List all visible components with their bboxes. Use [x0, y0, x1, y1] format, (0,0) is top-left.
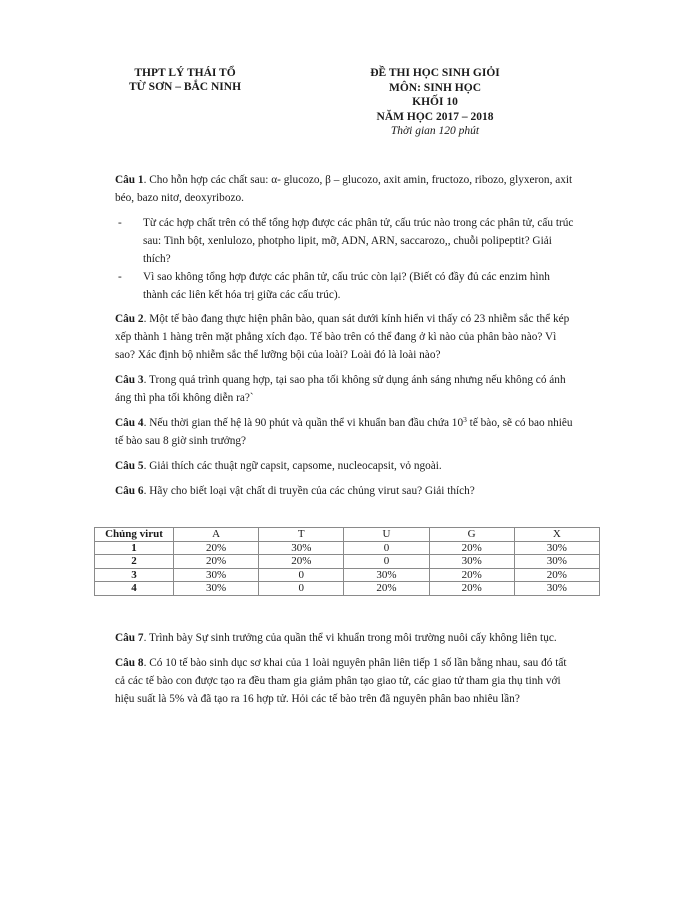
table-cell: 20% [174, 541, 259, 555]
question-1-label: Câu 1 [115, 174, 144, 186]
table-cell: 30% [514, 582, 599, 596]
table-cell: 30% [429, 555, 514, 569]
table-cell: 4 [95, 582, 174, 596]
question-2-text: . Một tế bào đang thực hiện phân bào, quan sát dưới kính hiển vi thấy có 23 nhiễm sắc thể kép xếp thành 1 hàng trên mặt phẳng xích đạo. Tế bào trên có thể đang ở kì nào của phân bào nào? Vì sao? Xác định bộ nhiễm sắc thể lưỡng bội của loài? Loài đó là loài nào? [115, 313, 570, 361]
table-header-cell: X [514, 528, 599, 542]
virus-composition-table [94, 527, 600, 596]
exam-subject: MÔN: SINH HỌC [389, 81, 481, 94]
question-1 [115, 171, 577, 207]
question-6 [115, 482, 577, 500]
table-cell: 30% [514, 541, 599, 555]
question-3-label: Câu 3 [115, 374, 144, 386]
exam-header [320, 66, 550, 139]
subitem-text: Từ các hợp chất trên có thể tổng hợp được các phân tử, cấu trúc nào trong các phân tử, cấu trúc sau: Tinh bột, xenlulozo, photpho lipit, mỡ, ADN, ARN, saccarozo,, chuỗi polipeptit? Giải thích? [143, 217, 574, 265]
school-name: THPT LÝ THÁI TỔ [134, 67, 236, 79]
question-3 [115, 371, 577, 407]
table-cell: 30% [344, 568, 429, 582]
table-header-cell: A [174, 528, 259, 542]
table-row [95, 568, 600, 582]
table-cell: 0 [344, 555, 429, 569]
table-header-cell: G [429, 528, 514, 542]
table-cell: 20% [429, 582, 514, 596]
table-cell: 20% [429, 568, 514, 582]
subitem-text: Vì sao không tổng hợp được các phân tử, cấu trúc còn lại? (Biết có đầy đủ các enzim hình thành các liên kết hóa trị giữa các cấu trúc). [143, 271, 550, 301]
question-8 [115, 654, 577, 708]
table-cell: 3 [95, 568, 174, 582]
question-2 [115, 310, 577, 364]
table-cell: 20% [514, 568, 599, 582]
table-header-row [95, 528, 600, 542]
question-1-text: . Cho hỗn hợp các chất sau: α- glucozo, β – glucozo, axit amin, fructozo, ribozo, glyxeron, axit béo, bazo nitơ, deoxyribozo. [115, 174, 573, 204]
question-2-label: Câu 2 [115, 313, 144, 325]
exam-school-year: NĂM HỌC 2017 – 2018 [376, 110, 494, 123]
exam-duration: Thời gian 120 phút [390, 125, 480, 137]
questions-section-2 [115, 629, 577, 715]
table-cell: 1 [95, 541, 174, 555]
table-cell: 20% [174, 555, 259, 569]
table-cell: 20% [259, 555, 344, 569]
question-4 [115, 414, 577, 450]
table-header-cell: Chủng virut [95, 528, 174, 542]
question-1-subitem [115, 268, 577, 304]
table-header-cell: T [259, 528, 344, 542]
question-5-label: Câu 5 [115, 460, 144, 472]
question-1-subitems [115, 214, 577, 304]
school-header [100, 66, 270, 94]
table-cell: 0 [259, 568, 344, 582]
question-7-label: Câu 7 [115, 632, 144, 644]
question-7 [115, 629, 577, 647]
question-4-text-cont: tế bào, sẽ có bao nhiêu tế bào sau 8 giờ sinh trưởng? [115, 417, 573, 447]
question-7-text: . Trình bày Sự sinh trưởng của quần thể vi khuẩn trong môi trường nuôi cấy không liên tục. [143, 632, 557, 644]
table-cell: 20% [344, 582, 429, 596]
table-cell: 0 [344, 541, 429, 555]
question-6-label: Câu 6 [115, 485, 144, 497]
table-cell: 30% [514, 555, 599, 569]
question-8-label: Câu 8 [115, 657, 144, 669]
table-cell: 20% [429, 541, 514, 555]
table-row [95, 555, 600, 569]
exam-grade: KHỐI 10 [412, 96, 458, 108]
exam-title: ĐỀ THI HỌC SINH GIỎI [370, 67, 500, 79]
question-5-text: . Giải thích các thuật ngữ capsit, capsome, nucleocapsit, vỏ ngoài. [143, 460, 442, 472]
exponent: 3 [463, 415, 467, 424]
question-4-label: Câu 4 [115, 417, 144, 429]
question-8-text: . Có 10 tế bào sinh dục sơ khai của 1 loài nguyên phân liên tiếp 1 số lần bằng nhau, sau đó tất cả các tế bào con được tạo ra đều tham gia giảm phân tạo giao tử, các giao tử tham gia thụ tinh với hiệu suất là 5% và đã tạo ra 16 hợp tử. Hỏi các tế bào trên đã nguyên phân bao nhiêu lần? [115, 657, 567, 705]
question-5 [115, 457, 577, 475]
bullet-dash: - [118, 217, 122, 229]
table-cell: 30% [174, 568, 259, 582]
questions-section-1 [115, 171, 577, 507]
table-header-cell: U [344, 528, 429, 542]
table-row [95, 582, 600, 596]
table-cell: 2 [95, 555, 174, 569]
question-1-subitem [115, 214, 577, 268]
school-location: TỪ SƠN – BẮC NINH [128, 81, 242, 93]
table-cell: 30% [259, 541, 344, 555]
question-3-text: . Trong quá trình quang hợp, tại sao pha tối không sử dụng ánh sáng nhưng nếu không có ánh áng thì pha tối không diễn ra?` [115, 374, 566, 404]
bullet-dash: - [118, 271, 122, 283]
table-row [95, 541, 600, 555]
question-6-text: . Hãy cho biết loại vật chất di truyền của các chủng virut sau? Giải thích? [143, 485, 475, 497]
question-4-text: . Nếu thời gian thế hệ là 90 phút và quần thể vi khuẩn ban đầu chứa 10 [143, 417, 464, 429]
table-cell: 0 [259, 582, 344, 596]
table-cell: 30% [174, 582, 259, 596]
